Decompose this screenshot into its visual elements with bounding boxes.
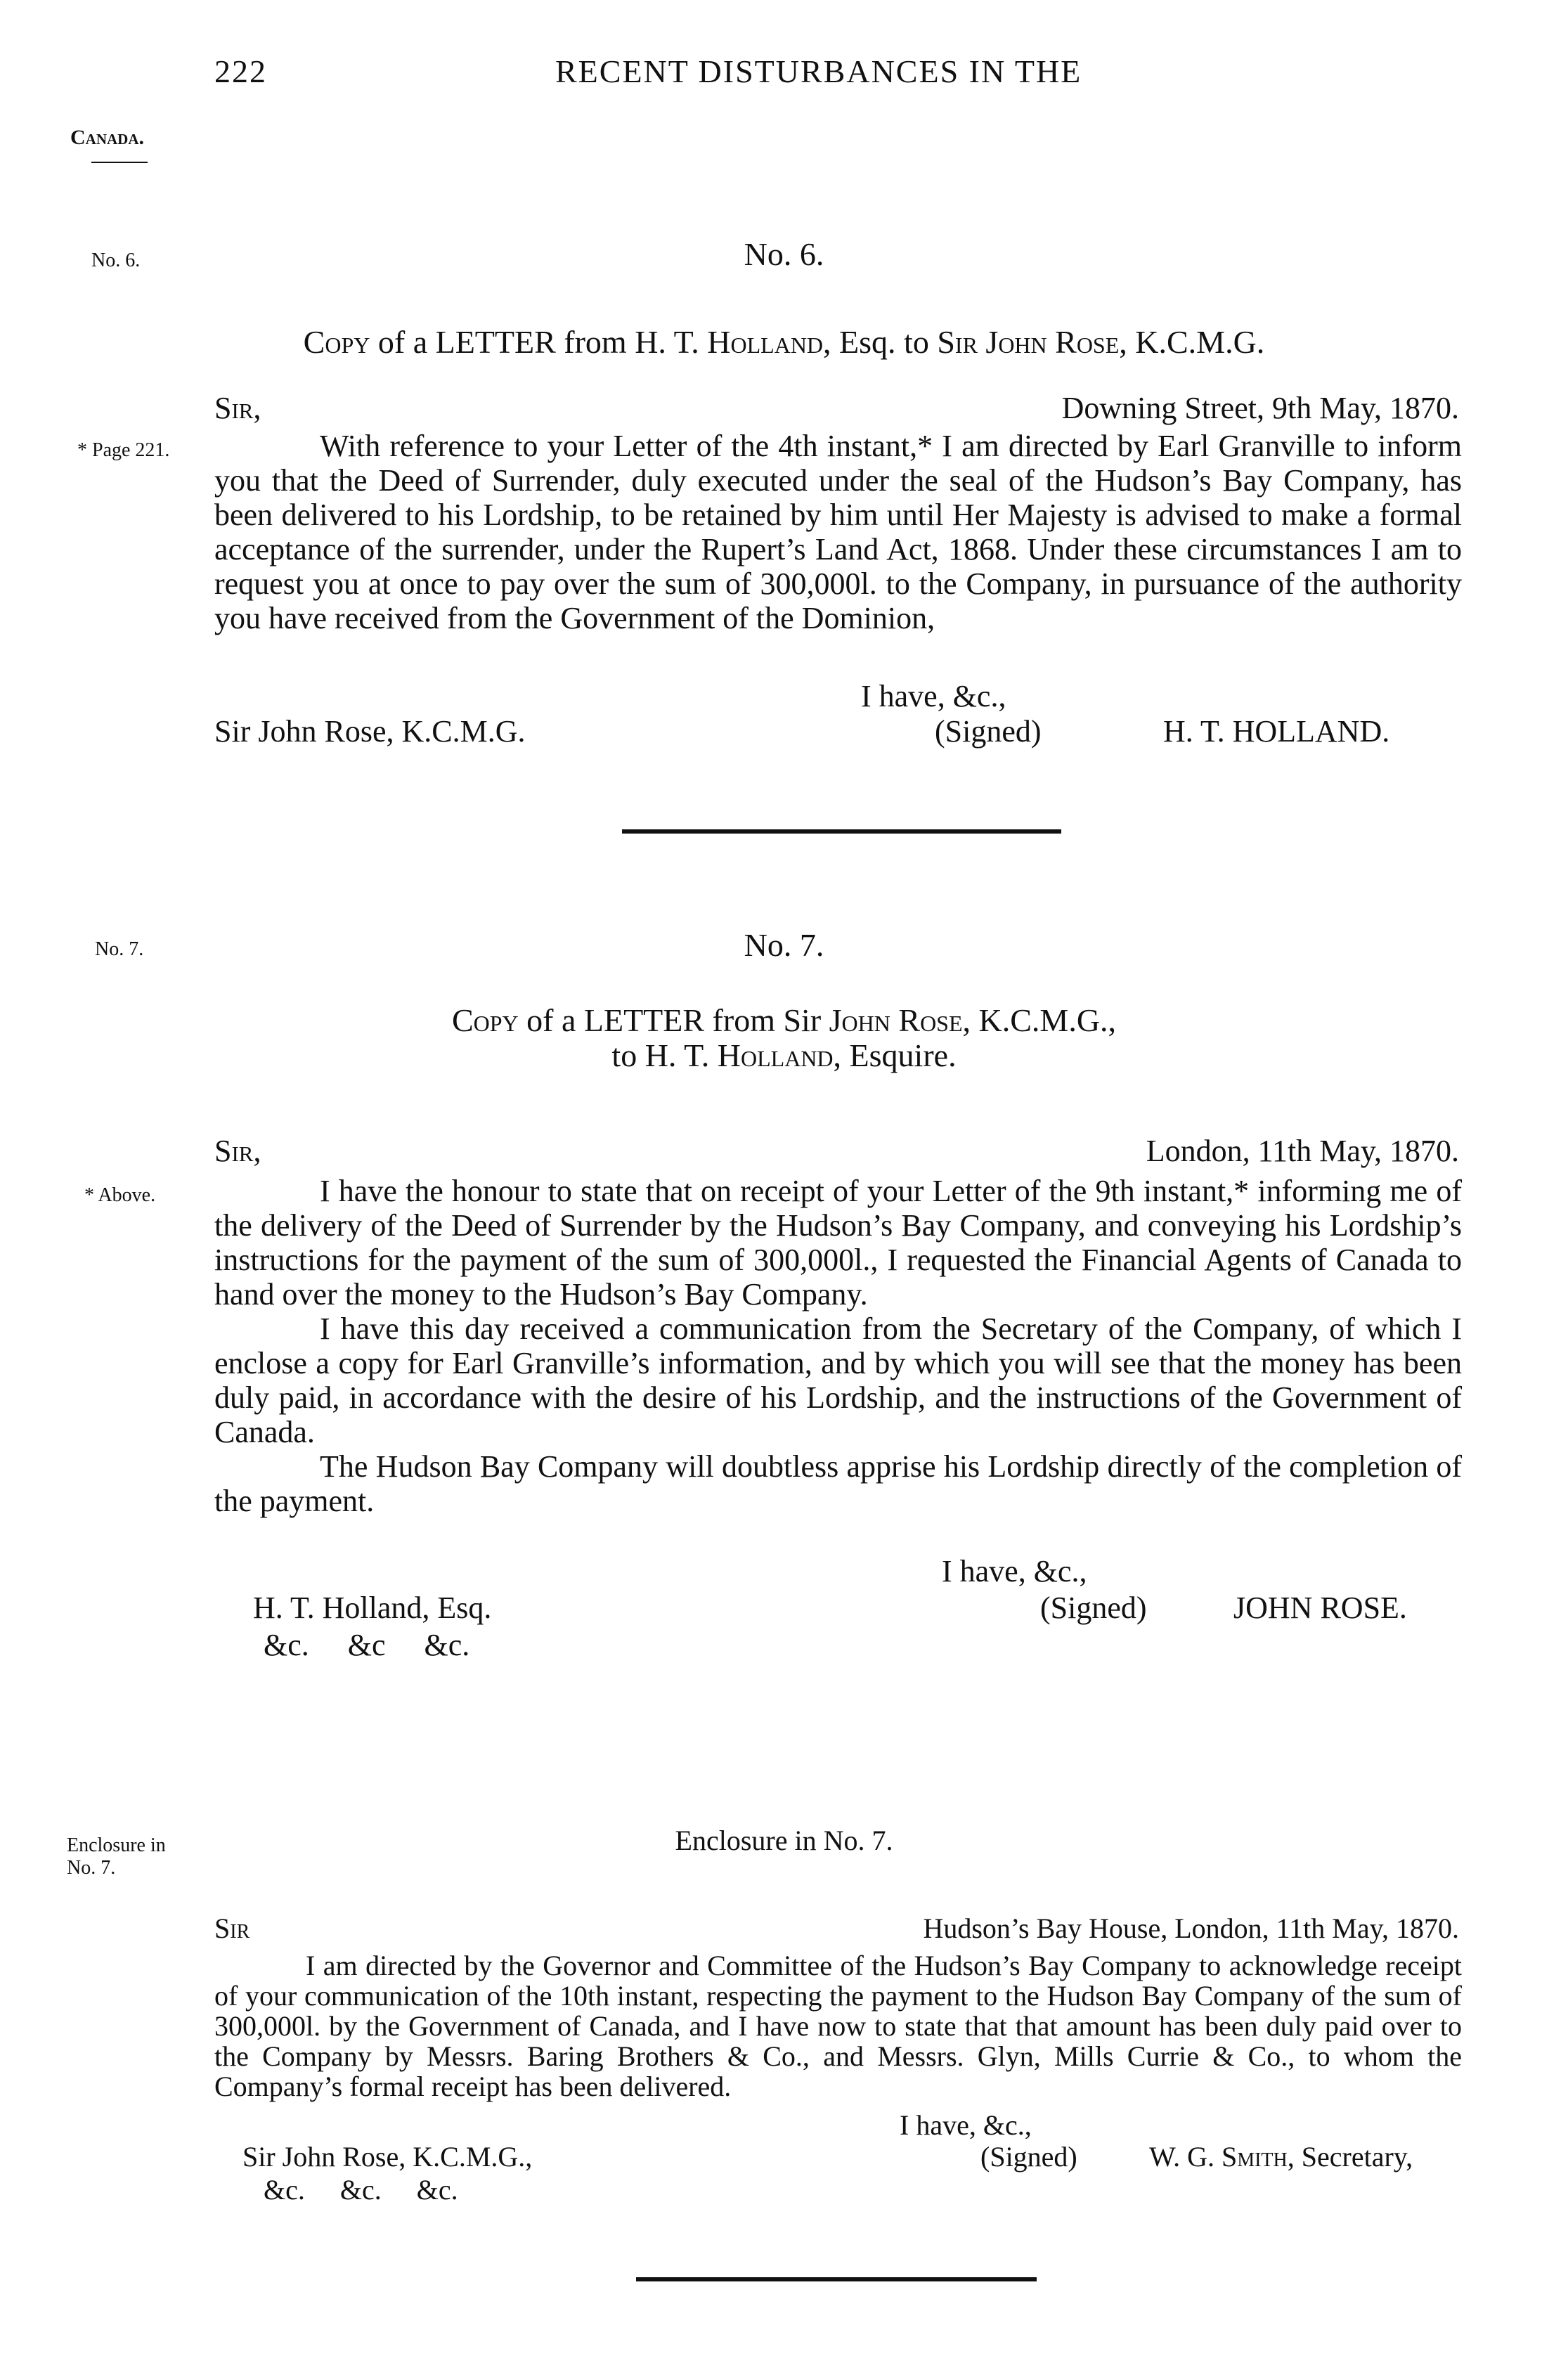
- letter-body: [214, 429, 1462, 635]
- closing: I have, &c.,: [900, 2109, 1032, 2141]
- place-date: Hudson’s Bay House, London, 11th May, 1870.: [923, 1912, 1459, 1944]
- title-part: , K.C.M.G.,: [962, 1002, 1117, 1038]
- divider: [91, 162, 148, 163]
- signature-part: W. G.: [1149, 2141, 1222, 2172]
- enclosure-body: [214, 1950, 1462, 2102]
- addressee: Sir John Rose, K.C.M.G.,: [242, 2141, 533, 2172]
- letter-title: [0, 323, 1568, 361]
- addressee: H. T. Holland, Esq.: [253, 1591, 492, 1625]
- title-part: , Esq. to: [823, 324, 938, 360]
- letter-body: [214, 1174, 1462, 1518]
- paragraph: I am directed by the Governor and Committee of the Hudson’s Bay Company to acknowledge receipt of your communication of the 10th instant, respecting the payment to the Hudson Bay Company of the sum of 300,000l. by the Government of Canada, and I have now to state that that amount has been duly paid over to the Company by Messrs. Baring Brothers & Co., and Messrs. Glyn, Mills Currie & Co., to whom the Company’s formal receipt has been delivered.: [214, 1950, 1462, 2102]
- margin-letter-number: No. 7.: [95, 938, 144, 960]
- margin-letter-number: No. 6.: [91, 250, 141, 271]
- signed-label: (Signed): [980, 2141, 1077, 2172]
- closing: I have, &c.,: [942, 1554, 1087, 1588]
- signed-label: (Signed): [1040, 1591, 1147, 1625]
- addressee-etc: &c. &c &c.: [264, 1628, 470, 1662]
- closing: I have, &c.,: [861, 679, 1006, 713]
- title-part: Copy: [451, 1002, 519, 1038]
- place-date: London, 11th May, 1870.: [1146, 1134, 1459, 1168]
- addressee-etc: &c. &c. &c.: [264, 2174, 458, 2206]
- paragraph: I have the honour to state that on receipt of your Letter of the 9th instant,* informing me of the delivery of the Deed of Surrender by the Hudson’s Bay Company, and conveying his Lordship’s instructions for the payment of the sum of 300,000l., I requested the Financial Agents of Canada to hand over the money to the Hudson’s Bay Company.: [214, 1174, 1462, 1312]
- title-part: Sir John Rose: [937, 324, 1120, 360]
- salutation: Sir: [214, 1912, 250, 1944]
- signature-part: Smith: [1221, 2141, 1288, 2172]
- salutation: Sir,: [214, 391, 261, 425]
- title-part: to H. T.: [611, 1037, 718, 1073]
- letter-heading: No. 7.: [744, 927, 824, 963]
- paragraph: With reference to your Letter of the 4th instant,* I am directed by Earl Granville to inform you that the Deed of Surrender, duly executed under the seal of the Hudson’s Bay Company, has been delivered to his Lordship, to be retained by him until Her Majesty is advised to make a formal acceptance of the surrender, under the Rupert’s Land Act, 1868. Under these circumstances I am to request you at once to pay over the sum of 300,000l. to the Company, in pursuance of the authority you have received from the Government of the Dominion,: [214, 429, 1462, 635]
- section-marker: Canada.: [70, 126, 144, 149]
- signature: H. T. HOLLAND.: [1163, 714, 1390, 749]
- signature: [1149, 2140, 1413, 2173]
- signature: JOHN ROSE.: [1233, 1591, 1407, 1625]
- margin-note: * Page 221.: [77, 439, 170, 461]
- title-part: Holland: [707, 324, 824, 360]
- title-part: , K.C.M.G.: [1119, 324, 1265, 360]
- letter-title-line2: [0, 1037, 1568, 1074]
- section-divider: [636, 2277, 1037, 2281]
- paragraph: The Hudson Bay Company will doubtless apprise his Lordship directly of the completion of the payment.: [214, 1449, 1462, 1518]
- salutation: Sir,: [214, 1134, 261, 1168]
- addressee: Sir John Rose, K.C.M.G.: [214, 714, 526, 749]
- margin-line: No. 7.: [67, 1857, 116, 1879]
- page-number: 222: [214, 53, 267, 89]
- section-divider: [622, 829, 1061, 834]
- signed-label: (Signed): [935, 714, 1042, 749]
- title-part: John Rose: [829, 1002, 963, 1038]
- enclosure-heading: Enclosure in No. 7.: [675, 1825, 893, 1856]
- running-title: RECENT DISTURBANCES IN THE: [555, 53, 1082, 89]
- place-date: Downing Street, 9th May, 1870.: [1061, 391, 1459, 425]
- title-part: of a LETTER from H. T.: [370, 324, 708, 360]
- title-part: , Esquire.: [833, 1037, 957, 1073]
- paragraph: I have this day received a communication from the Secretary of the Company, of which I enclose a copy for Earl Granville’s information, and by which you will see that the money has been duly paid, in accordance with the desire of his Lordship, and the instructions of the Government of Canada.: [214, 1312, 1462, 1449]
- signature-part: , Secretary,: [1287, 2141, 1413, 2172]
- letter-title: [0, 1002, 1568, 1039]
- letter-heading: No. 6.: [744, 236, 824, 272]
- title-part: of a LETTER from Sir: [518, 1002, 829, 1038]
- title-part: Holland: [717, 1037, 834, 1073]
- margin-note: * Above.: [84, 1184, 156, 1206]
- margin-line: Enclosure in: [67, 1834, 166, 1856]
- title-part: Copy: [303, 324, 370, 360]
